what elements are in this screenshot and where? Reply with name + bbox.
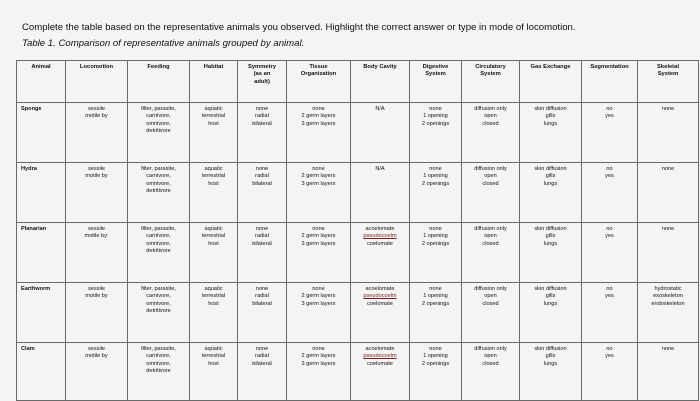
option-text[interactable]: yes [605,293,614,300]
option-text[interactable]: no [606,346,613,352]
habitat-cell[interactable] [190,103,238,163]
option-text[interactable]: open [484,113,497,120]
option-text[interactable]: lungs [543,360,558,367]
header-tissue: Tissue Organization [287,61,351,103]
option-text[interactable]: aquatic [204,286,223,292]
digestive-cell[interactable] [410,163,462,223]
option-text[interactable]: aquatic [204,226,223,232]
option-text[interactable]: lungs [543,300,558,307]
table-body [17,103,699,401]
option-text[interactable]: none [429,106,442,112]
locomotion-cell[interactable] [66,343,128,401]
table-row [17,163,699,223]
table-row [17,343,699,401]
option-text[interactable]: terrestrial [201,353,226,360]
tissue-cell[interactable] [287,283,351,343]
animal-name-cell: Sponge [17,103,66,163]
option-text[interactable]: omnivore, [146,360,171,367]
option-text[interactable]: none [661,226,675,232]
option-text[interactable]: sessile [87,226,106,232]
option-text[interactable]: exoskeleton [653,293,683,300]
skeletal-cell[interactable] [638,343,699,401]
option-text[interactable]: detritivore [146,308,171,315]
gas-cell[interactable] [520,163,582,223]
option-text[interactable]: aquatic [204,166,223,172]
option-text[interactable]: omnivore, [146,180,171,187]
skeletal-cell[interactable] [638,283,699,343]
animal-name-cell: Hydra [17,163,66,223]
option-text[interactable]: terrestrial [201,233,226,240]
table-row [17,103,699,163]
option-text[interactable]: N/A [375,106,385,112]
option-text[interactable]: yes [605,233,614,240]
option-text[interactable]: none [312,346,325,352]
option-text[interactable]: motile by [85,353,108,360]
feeding-cell[interactable] [128,163,190,223]
animal-name-cell: Clam [17,343,66,401]
option-text[interactable]: detritivore [146,368,171,375]
segmentation-cell[interactable] [582,223,638,283]
option-text[interactable]: 1 opening [423,173,448,180]
circulatory-cell[interactable] [462,163,520,223]
table-row [17,223,699,283]
table-row [17,283,699,343]
tissue-cell[interactable] [287,163,351,223]
option-text[interactable]: 1 opening [423,293,448,300]
table-caption: Table 1. Comparison of representative animals grouped by animal. [22,38,305,49]
option-text[interactable]: gills [545,233,556,240]
feeding-cell[interactable] [128,283,190,343]
option-text[interactable]: skin diffusion [534,226,567,232]
option-text[interactable]: N/A [375,166,385,172]
option-text[interactable]: motile by [85,173,108,180]
option-text[interactable]: none [429,346,442,352]
option-text[interactable]: none [255,226,269,232]
header-row [17,61,699,103]
digestive-cell[interactable] [410,103,462,163]
gas-cell[interactable] [520,103,582,163]
option-text[interactable]: lungs [543,180,558,187]
gas-cell[interactable] [520,343,582,401]
option-text[interactable]: no [606,106,613,112]
animal-name-cell: Earthworm [17,283,66,343]
symmetry-cell[interactable] [238,103,287,163]
option-text[interactable]: skin diffusion [534,166,567,172]
option-text[interactable]: 1 opening [423,353,448,360]
option-text[interactable]: none [312,286,325,292]
option-text[interactable]: none [312,166,325,172]
locomotion-cell[interactable] [66,283,128,343]
option-text[interactable]: skin diffusion [534,106,567,112]
option-text[interactable]: 3 germ layers [301,240,336,247]
option-text[interactable]: coelomate [367,360,393,367]
gas-cell[interactable] [520,223,582,283]
tissue-cell[interactable] [287,103,351,163]
option-text[interactable]: 2 openings [421,120,450,127]
option-text[interactable]: skin diffusion [534,346,567,352]
option-text[interactable]: detritivore [146,248,171,255]
option-text[interactable]: diffusion only [474,106,507,112]
symmetry-cell[interactable] [238,283,287,343]
header-segmentation: Segmentation [582,61,638,103]
option-text[interactable]: closed [482,180,499,187]
option-text[interactable]: pseudocoelm [363,293,397,300]
option-text[interactable]: acoelomate [365,286,395,292]
option-text[interactable]: 2 germ layers [301,113,336,120]
body-cavity-cell[interactable] [351,103,410,163]
feeding-cell[interactable] [128,343,190,401]
header-circulatory: Circulatory System [462,61,520,103]
option-text[interactable]: yes [605,353,614,360]
option-text[interactable]: terrestrial [201,293,226,300]
option-text[interactable]: sessile [87,166,106,172]
body-cavity-cell[interactable] [351,163,410,223]
option-text[interactable]: filter, parasite, [141,166,176,172]
header-skeletal: Skeletal System [638,61,699,103]
option-text[interactable]: none [312,106,325,112]
option-text[interactable]: host [208,120,219,127]
option-text[interactable]: bilateral [252,300,272,307]
option-text[interactable]: filter, parasite, [141,286,176,292]
option-text[interactable]: bilateral [252,360,272,367]
option-text[interactable]: 3 germ layers [301,120,336,127]
option-text[interactable]: open [484,173,497,180]
option-text[interactable]: host [208,360,219,367]
option-text[interactable]: none [429,226,442,232]
animal-name-cell: Planarian [17,223,66,283]
option-text[interactable]: 2 germ layers [301,233,336,240]
option-text[interactable]: sessile [87,346,106,352]
option-text[interactable]: filter, parasite, [141,106,176,112]
tissue-cell[interactable] [287,223,351,283]
circulatory-cell[interactable] [462,223,520,283]
option-text[interactable]: gills [545,353,556,360]
digestive-cell[interactable] [410,223,462,283]
option-text[interactable]: carnivore, [146,293,171,300]
option-text[interactable]: acoelomate [365,226,395,232]
option-text[interactable]: sessile [87,286,106,292]
option-text[interactable]: filter, parasite, [141,346,176,352]
option-text[interactable]: none [429,286,442,292]
option-text[interactable]: open [484,293,497,300]
option-text[interactable]: open [484,233,497,240]
option-text[interactable]: none [661,346,675,352]
instructions-text: Complete the table based on the representative animals you observed. Highlight the correct answer or type in mode of locomotion. [22,22,576,33]
feeding-cell[interactable] [128,103,190,163]
skeletal-cell[interactable] [638,163,699,223]
option-text[interactable]: none [661,106,675,112]
header-symmetry: Symmetry (as an adult) [238,61,287,103]
option-text[interactable]: host [208,300,219,307]
option-text[interactable]: diffusion only [474,346,507,352]
body-cavity-cell[interactable] [351,223,410,283]
option-text[interactable]: omnivore, [146,300,171,307]
habitat-cell[interactable] [190,283,238,343]
tissue-cell[interactable] [287,343,351,401]
comparison-table [16,60,699,401]
locomotion-cell[interactable] [66,223,128,283]
option-text[interactable]: acoelomate [365,346,395,352]
segmentation-cell[interactable] [582,283,638,343]
circulatory-cell[interactable] [462,103,520,163]
body-cavity-cell[interactable] [351,283,410,343]
option-text[interactable]: detritivore [146,188,171,195]
option-text[interactable]: lungs [543,240,558,247]
option-text[interactable]: 2 openings [421,360,450,367]
option-text[interactable]: gills [545,293,556,300]
option-text[interactable]: hydrostatic [654,286,682,292]
option-text[interactable]: none [255,286,269,292]
option-text[interactable]: none [255,346,269,352]
option-text[interactable]: carnivore, [146,353,171,360]
circulatory-cell[interactable] [462,343,520,401]
feeding-cell[interactable] [128,223,190,283]
option-text[interactable]: sessile [87,106,106,112]
option-text[interactable]: 2 openings [421,180,450,187]
option-text[interactable]: no [606,286,613,292]
option-text[interactable]: coelomate [367,300,393,307]
option-text[interactable]: gills [545,113,556,120]
option-text[interactable]: 3 germ layers [301,360,336,367]
option-text[interactable]: coelomate [367,240,393,247]
option-text[interactable]: 2 openings [421,240,450,247]
habitat-cell[interactable] [190,163,238,223]
option-text[interactable]: 2 openings [421,300,450,307]
option-text[interactable]: aquatic [204,106,223,112]
option-text[interactable]: terrestrial [201,173,226,180]
option-text[interactable]: none [429,166,442,172]
option-text[interactable]: omnivore, [146,120,171,127]
option-text[interactable]: radial [255,113,269,120]
header-animal: Animal [17,61,66,103]
option-text[interactable]: skin diffusion [534,286,567,292]
option-text[interactable]: 3 germ layers [301,300,336,307]
locomotion-cell[interactable] [66,103,128,163]
option-text[interactable]: bilateral [252,240,272,247]
option-text[interactable]: bilateral [252,180,272,187]
option-text[interactable]: radial [255,293,269,300]
option-text[interactable]: carnivore, [146,113,171,120]
digestive-cell[interactable] [410,283,462,343]
option-text[interactable]: pseudocoelm [363,353,397,360]
option-text[interactable]: aquatic [204,346,223,352]
option-text[interactable]: filter, parasite, [141,226,176,232]
option-text[interactable]: diffusion only [474,286,507,292]
habitat-cell[interactable] [190,343,238,401]
option-text[interactable]: diffusion only [474,166,507,172]
locomotion-cell[interactable] [66,163,128,223]
body-cavity-cell[interactable] [351,343,410,401]
option-text[interactable]: radial [255,233,269,240]
option-text[interactable]: none [312,226,325,232]
gas-cell[interactable] [520,283,582,343]
option-text[interactable]: none [255,106,269,112]
option-text[interactable]: closed [482,360,499,367]
option-text[interactable]: no [606,166,613,172]
option-text[interactable]: diffusion only [474,226,507,232]
option-text[interactable]: detritivore [146,128,171,135]
option-text[interactable]: yes [605,113,614,120]
option-text[interactable]: none [255,166,269,172]
header-habitat: Habitat [190,61,238,103]
option-text[interactable]: lungs [543,120,558,127]
option-text[interactable]: host [208,180,219,187]
option-text[interactable]: 1 opening [423,233,448,240]
header-locomotion: Locomotion [66,61,128,103]
habitat-cell[interactable] [190,223,238,283]
skeletal-cell[interactable] [638,103,699,163]
option-text[interactable]: endoskeleton [651,300,685,307]
option-text[interactable]: carnivore, [146,233,171,240]
option-text[interactable]: radial [255,173,269,180]
option-text[interactable]: 1 opening [423,113,448,120]
segmentation-cell[interactable] [582,103,638,163]
header-body-cavity: Body Cavity [351,61,410,103]
option-text[interactable]: closed [482,240,499,247]
symmetry-cell[interactable] [238,223,287,283]
option-text[interactable]: 3 germ layers [301,180,336,187]
option-text[interactable]: terrestrial [201,113,226,120]
option-text[interactable]: pseudocoelm [363,233,397,240]
symmetry-cell[interactable] [238,343,287,401]
option-text[interactable]: yes [605,173,614,180]
symmetry-cell[interactable] [238,163,287,223]
option-text[interactable]: motile by [85,293,108,300]
option-text[interactable]: closed [482,120,499,127]
option-text[interactable]: gills [545,173,556,180]
digestive-cell[interactable] [410,343,462,401]
option-text[interactable]: host [208,240,219,247]
segmentation-cell[interactable] [582,343,638,401]
option-text[interactable]: motile by [85,113,108,120]
header-feeding: Feeding [128,61,190,103]
segmentation-cell[interactable] [582,163,638,223]
option-text[interactable]: motile by: [84,233,109,240]
option-text[interactable]: carnivore, [146,173,171,180]
option-text[interactable]: radial [255,353,269,360]
option-text[interactable]: none [661,166,675,172]
skeletal-cell[interactable] [638,223,699,283]
option-text[interactable]: 2 germ layers [301,173,336,180]
header-digestive: Digestive System [410,61,462,103]
option-text[interactable]: closed [482,300,499,307]
option-text[interactable]: 2 germ layers [301,353,336,360]
option-text[interactable]: omnivore, [146,240,171,247]
header-gas-exchange: Gas Exchange [520,61,582,103]
option-text[interactable]: open [484,353,497,360]
option-text[interactable]: bilateral [252,120,272,127]
option-text[interactable]: no [606,226,613,232]
option-text[interactable]: 2 germ layers [301,293,336,300]
circulatory-cell[interactable] [462,283,520,343]
